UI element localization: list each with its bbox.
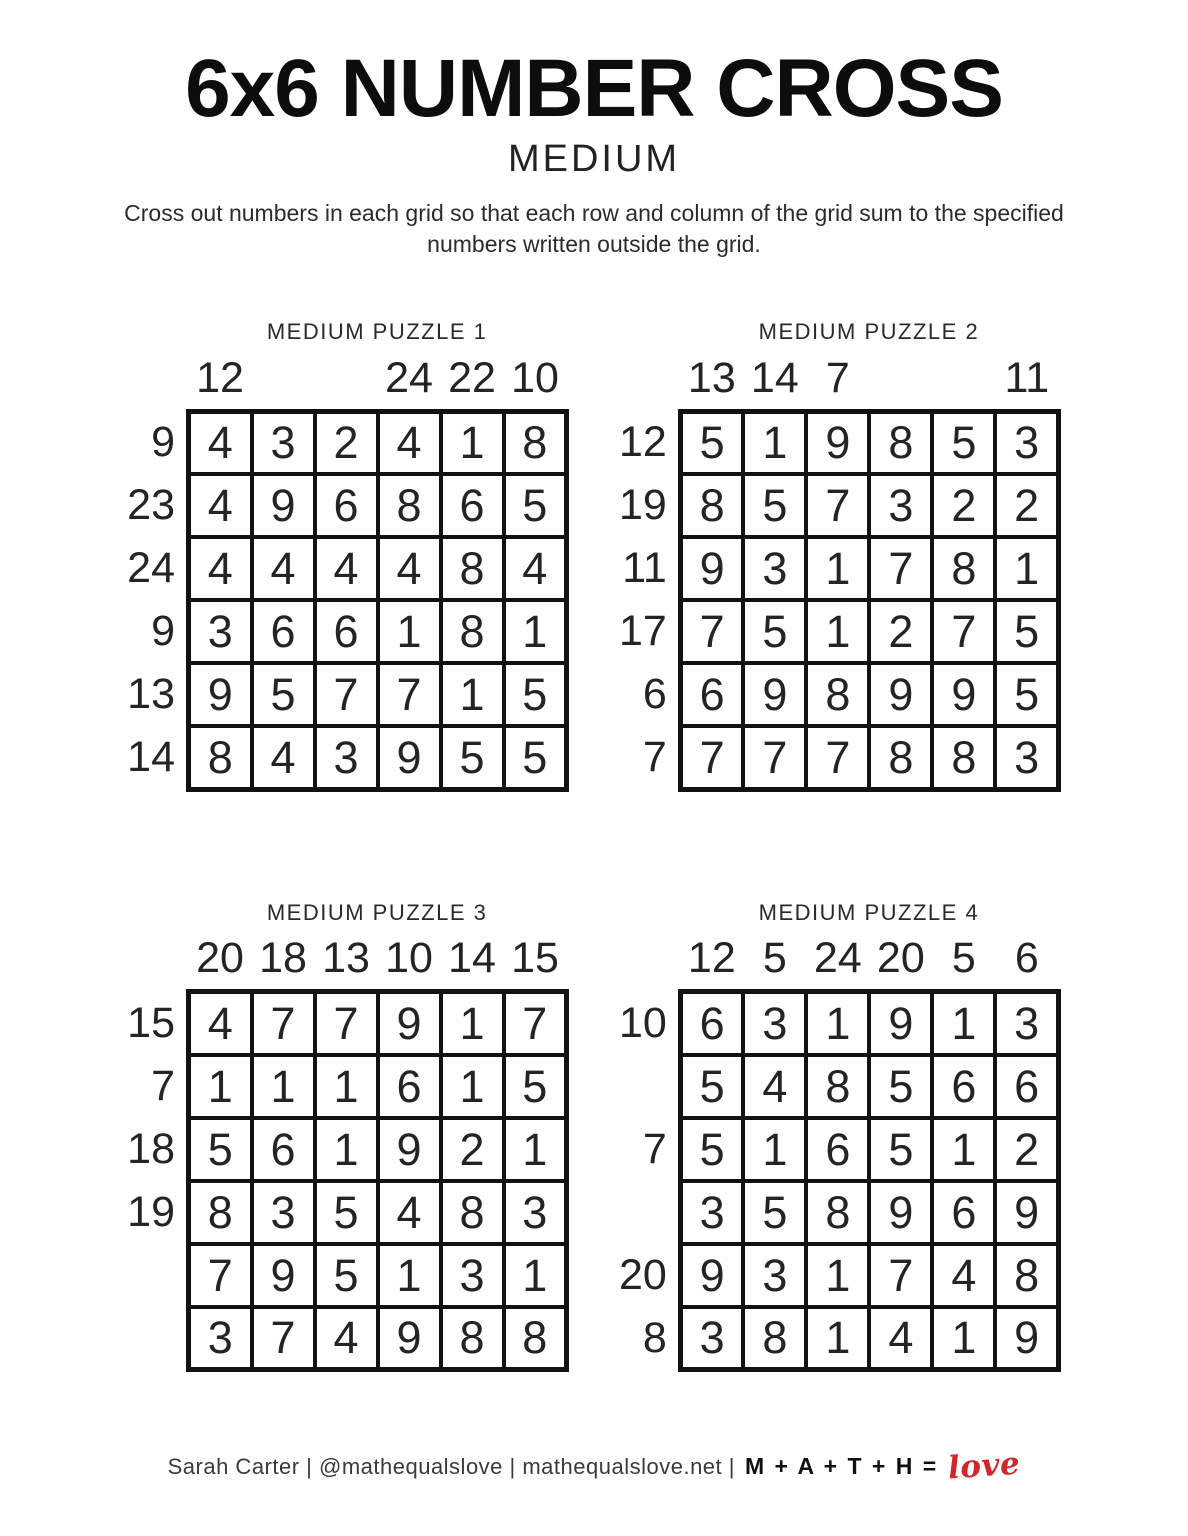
grid-cell: 1: [504, 600, 567, 663]
footer-credit: Sarah Carter | @mathequalslove | mathequalslove.net |: [167, 1453, 735, 1479]
grid-cell: 9: [743, 663, 806, 726]
col-sum-label: 5: [951, 934, 976, 983]
col-sum-label: [869, 353, 932, 411]
grid-cell: 6: [932, 1181, 995, 1244]
col-sum-label: [315, 353, 378, 411]
grid-cell: 9: [995, 1181, 1058, 1244]
grid-cell: 5: [869, 1118, 932, 1181]
grid-cell: 6: [378, 1055, 441, 1118]
col-sum-label: 22: [448, 353, 496, 402]
grid-cell: 1: [743, 411, 806, 474]
grid-cell: 9: [932, 663, 995, 726]
grid-cell: 8: [189, 1181, 252, 1244]
grid-cell: 3: [441, 1244, 504, 1307]
grid-cell: 4: [378, 537, 441, 600]
corner-spacer: [127, 353, 188, 411]
grid-cell: 4: [252, 726, 315, 789]
grid-cell: 8: [189, 726, 252, 789]
grid-cell: 4: [189, 992, 252, 1055]
row-sum-label: 23: [127, 481, 175, 530]
grid-cell: 2: [869, 600, 932, 663]
grid-cell: 7: [806, 726, 869, 789]
grid-cell: 2: [995, 474, 1058, 537]
grid-cell: 1: [441, 411, 504, 474]
grid-cell: 5: [680, 411, 743, 474]
grid-cell: 1: [315, 1055, 378, 1118]
page-title: 6x6 NUMBER CROSS: [185, 43, 1003, 134]
grid-cell: 2: [441, 1118, 504, 1181]
grid-cell: 9: [378, 992, 441, 1055]
grid-cell: 1: [806, 1307, 869, 1370]
footer-love-script: love: [946, 1445, 1022, 1487]
grid-cell: 5: [743, 474, 806, 537]
grid-cell: 7: [252, 992, 315, 1055]
col-sum-label: 15: [511, 934, 559, 983]
grid-cell: 9: [806, 411, 869, 474]
grid-cell: 4: [378, 1181, 441, 1244]
corner-spacer: [619, 934, 680, 992]
grid-cell: 9: [995, 1307, 1058, 1370]
grid-cell: 5: [315, 1244, 378, 1307]
grid-cell: 8: [441, 1181, 504, 1244]
col-sum-label: 12: [687, 934, 736, 983]
grid-cell: 7: [869, 537, 932, 600]
grid-cell: 3: [995, 411, 1058, 474]
grid-cell: 3: [680, 1181, 743, 1244]
grid-cell: 6: [315, 474, 378, 537]
grid-cell: 9: [869, 1181, 932, 1244]
col-sum-label: [252, 353, 315, 411]
corner-spacer: [127, 934, 188, 992]
grid-cell: 6: [932, 1055, 995, 1118]
grid-cell: 8: [680, 474, 743, 537]
grid-cell: 3: [252, 1181, 315, 1244]
grid-cell: 1: [932, 1307, 995, 1370]
row-sum-label: 24: [127, 544, 175, 593]
grid-cell: 1: [441, 992, 504, 1055]
puzzle-2-grid: [619, 353, 1061, 792]
grid-cell: 3: [504, 1181, 567, 1244]
grid-cell: 3: [995, 992, 1058, 1055]
grid-cell: 4: [504, 537, 567, 600]
puzzle-3-grid: [127, 934, 569, 1373]
grid-cell: 6: [806, 1118, 869, 1181]
grid-cell: 5: [504, 663, 567, 726]
grid-cell: 5: [252, 663, 315, 726]
grid-cell: 1: [806, 1244, 869, 1307]
row-sum-label: 19: [127, 1187, 175, 1236]
col-sum-label: 12: [196, 353, 244, 402]
grid-cell: 8: [441, 600, 504, 663]
row-sum-label: 14: [127, 733, 175, 782]
grid-cell: 5: [680, 1118, 743, 1181]
grid-cell: 1: [806, 537, 869, 600]
puzzle-1-title: MEDIUM PUZZLE 1: [266, 319, 488, 345]
grid-cell: 8: [932, 537, 995, 600]
grid-cell: 3: [315, 726, 378, 789]
col-sum-label: 18: [259, 934, 307, 983]
grid-cell: 9: [378, 726, 441, 789]
grid-cell: 3: [189, 1307, 252, 1370]
grid-cell: 7: [378, 663, 441, 726]
grid-cell: 5: [504, 726, 567, 789]
puzzle-4-title: MEDIUM PUZZLE 4: [758, 899, 980, 925]
puzzle-2-title: MEDIUM PUZZLE 2: [758, 319, 980, 345]
col-sum-label: 6: [1014, 934, 1039, 983]
row-sum-label: 7: [642, 733, 667, 782]
row-sum-label: 8: [642, 1313, 667, 1362]
corner-spacer: [619, 353, 680, 411]
grid-cell: 9: [680, 537, 743, 600]
grid-cell: 7: [932, 600, 995, 663]
grid-cell: 7: [806, 474, 869, 537]
grid-cell: 1: [189, 1055, 252, 1118]
grid-cell: 8: [869, 726, 932, 789]
grid-cell: 7: [680, 600, 743, 663]
grid-cell: 6: [680, 663, 743, 726]
grid-cell: 4: [315, 1307, 378, 1370]
row-sum-label: 7: [151, 1061, 175, 1110]
grid-cell: 7: [315, 992, 378, 1055]
grid-cell: 1: [252, 1055, 315, 1118]
grid-cell: 6: [441, 474, 504, 537]
grid-cell: 3: [995, 726, 1058, 789]
grid-cell: 8: [441, 537, 504, 600]
grid-cell: 8: [995, 1244, 1058, 1307]
grid-cell: 1: [743, 1118, 806, 1181]
grid-cell: 8: [869, 411, 932, 474]
grid-cell: 5: [932, 411, 995, 474]
row-sum-label: 11: [622, 544, 667, 593]
grid-cell: 6: [252, 1118, 315, 1181]
grid-cell: 1: [504, 1118, 567, 1181]
grid-cell: 9: [189, 663, 252, 726]
grid-cell: 4: [315, 537, 378, 600]
grid-cell: 1: [995, 537, 1058, 600]
difficulty-label: MEDIUM: [507, 138, 681, 180]
grid-cell: 4: [189, 411, 252, 474]
puzzle-3-title: MEDIUM PUZZLE 3: [266, 899, 488, 925]
row-sum-label: 17: [619, 607, 667, 656]
grid-cell: 9: [252, 1244, 315, 1307]
grid-cell: 5: [189, 1118, 252, 1181]
grid-cell: 5: [743, 600, 806, 663]
grid-cell: 1: [504, 1244, 567, 1307]
row-sum-label: [619, 1181, 680, 1244]
puzzle-grid-area: [127, 319, 1061, 1372]
puzzle-1-grid: [127, 353, 569, 792]
col-sum-label: 7: [825, 353, 850, 402]
grid-cell: 7: [743, 726, 806, 789]
grid-cell: 2: [932, 474, 995, 537]
row-sum-label: 9: [151, 418, 175, 467]
grid-cell: 7: [504, 992, 567, 1055]
grid-cell: 7: [869, 1244, 932, 1307]
col-sum-label: 20: [196, 934, 244, 983]
col-sum-label: 13: [687, 353, 736, 402]
grid-cell: 3: [189, 600, 252, 663]
grid-cell: 4: [252, 537, 315, 600]
grid-cell: 4: [189, 474, 252, 537]
row-sum-label: [127, 1307, 188, 1370]
instructions-text: Cross out numbers in each grid so that each row and column of the grid sum to the specified numbers written outside the grid.: [124, 200, 1064, 258]
grid-cell: 4: [743, 1055, 806, 1118]
grid-cell: 9: [378, 1307, 441, 1370]
col-sum-label: 10: [385, 934, 433, 983]
grid-cell: 5: [504, 474, 567, 537]
grid-cell: 8: [806, 663, 869, 726]
row-sum-label: 19: [619, 481, 667, 530]
grid-cell: 4: [189, 537, 252, 600]
grid-cell: 8: [932, 726, 995, 789]
col-sum-label: 10: [511, 353, 559, 402]
grid-cell: 4: [932, 1244, 995, 1307]
grid-cell: 5: [869, 1055, 932, 1118]
grid-cell: 5: [995, 600, 1058, 663]
col-sum-label: 13: [322, 934, 370, 983]
grid-cell: 3: [680, 1307, 743, 1370]
grid-cell: 1: [932, 1118, 995, 1181]
row-sum-label: 12: [619, 418, 667, 467]
grid-cell: 8: [806, 1055, 869, 1118]
grid-cell: 2: [995, 1118, 1058, 1181]
grid-cell: 4: [378, 411, 441, 474]
row-sum-label: 10: [619, 998, 667, 1047]
grid-cell: 5: [680, 1055, 743, 1118]
row-sum-label: 18: [127, 1124, 175, 1173]
grid-cell: 5: [743, 1181, 806, 1244]
row-sum-label: [619, 1055, 680, 1118]
grid-cell: 1: [441, 1055, 504, 1118]
row-sum-label: 9: [151, 607, 175, 656]
row-sum-label: 7: [642, 1124, 667, 1173]
col-sum-label: 14: [750, 353, 799, 402]
col-sum-label: [932, 353, 995, 411]
grid-cell: 1: [315, 1118, 378, 1181]
grid-cell: 8: [743, 1307, 806, 1370]
grid-cell: 7: [315, 663, 378, 726]
grid-cell: 3: [743, 537, 806, 600]
grid-cell: 7: [252, 1307, 315, 1370]
grid-cell: 9: [680, 1244, 743, 1307]
grid-cell: 1: [441, 663, 504, 726]
puzzle-4: [619, 900, 1061, 1373]
col-sum-label: 11: [1004, 353, 1050, 402]
footer: [167, 1445, 1022, 1487]
grid-cell: 1: [806, 992, 869, 1055]
grid-cell: 3: [252, 411, 315, 474]
grid-cell: 3: [743, 992, 806, 1055]
row-sum-label: 13: [127, 670, 175, 719]
col-sum-label: 24: [385, 353, 433, 402]
grid-cell: 3: [743, 1244, 806, 1307]
grid-cell: 5: [315, 1181, 378, 1244]
col-sum-label: 5: [762, 934, 787, 983]
col-sum-label: 20: [876, 934, 925, 983]
grid-cell: 9: [869, 663, 932, 726]
grid-cell: 5: [441, 726, 504, 789]
grid-cell: 9: [869, 992, 932, 1055]
puzzle-2: [619, 319, 1061, 792]
grid-cell: 9: [378, 1118, 441, 1181]
row-sum-label: [127, 1244, 188, 1307]
grid-cell: 1: [378, 1244, 441, 1307]
row-sum-label: 6: [642, 670, 667, 719]
grid-cell: 5: [995, 663, 1058, 726]
row-sum-label: 20: [619, 1250, 667, 1299]
grid-cell: 1: [378, 600, 441, 663]
grid-cell: 6: [252, 600, 315, 663]
grid-cell: 8: [378, 474, 441, 537]
grid-cell: 8: [504, 411, 567, 474]
grid-cell: 3: [869, 474, 932, 537]
grid-cell: 9: [252, 474, 315, 537]
grid-cell: 1: [806, 600, 869, 663]
row-sum-label: 15: [127, 998, 175, 1047]
grid-cell: 8: [504, 1307, 567, 1370]
puzzle-3: [127, 900, 569, 1373]
grid-cell: 8: [806, 1181, 869, 1244]
grid-cell: 1: [932, 992, 995, 1055]
puzzle-1: [127, 319, 569, 792]
footer-math-brand: M + A + T + H =: [744, 1453, 939, 1479]
col-sum-label: 14: [448, 934, 496, 983]
col-sum-label: 24: [813, 934, 862, 983]
grid-cell: 6: [315, 600, 378, 663]
grid-cell: 4: [869, 1307, 932, 1370]
grid-cell: 5: [504, 1055, 567, 1118]
grid-cell: 8: [441, 1307, 504, 1370]
grid-cell: 2: [315, 411, 378, 474]
grid-cell: 6: [995, 1055, 1058, 1118]
grid-cell: 7: [189, 1244, 252, 1307]
puzzle-4-grid: [619, 934, 1061, 1373]
grid-cell: 6: [680, 992, 743, 1055]
grid-cell: 7: [680, 726, 743, 789]
